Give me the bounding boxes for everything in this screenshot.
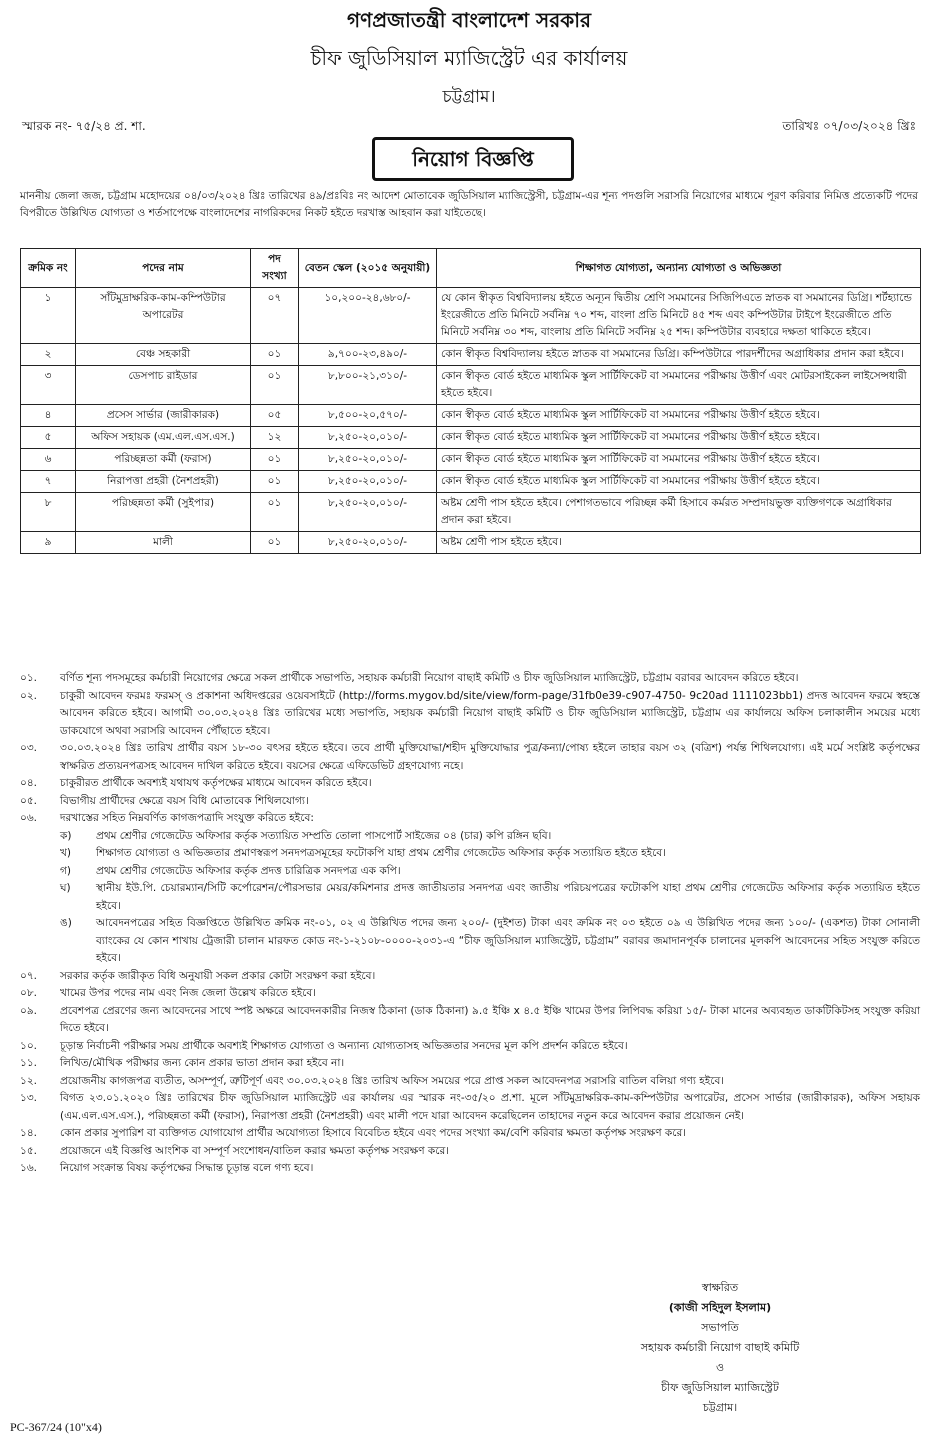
cell-post: নিরাপত্তা প্রহরী (নৈশপ্রহরী)	[76, 471, 251, 493]
office-title: চীফ জুডিসিয়াল ম্যাজিস্ট্রেট এর কার্যালয়	[310, 46, 628, 70]
sub-item	[60, 915, 920, 968]
item-text: চাকুরীরত প্রার্থীকে অবশ্যই যথাযথ কর্তৃপক্ষের মাধ্যমে আবেদন করিতে হইবে।	[60, 777, 372, 789]
signature-block	[570, 1278, 870, 1418]
table-row	[21, 449, 921, 471]
cell-post: ডেসপাচ রাইডার	[76, 366, 251, 405]
cell-scale: ৮,২৫০-২০,০১০/-	[299, 532, 437, 554]
cell-count: ০১	[251, 344, 299, 366]
cell-count: ০১	[251, 449, 299, 471]
cell-qualification: অষ্টম শ্রেণী পাস হইতে হইবে।	[437, 532, 921, 554]
item-number: ১১.	[20, 1057, 37, 1069]
item-text: নিয়োগ সংক্রান্ত বিষয় কর্তৃপক্ষের সিদ্ধান্ত চূড়ান্ত বলে গণ্য হবে।	[60, 1162, 314, 1174]
signatory-and: ও	[715, 1361, 725, 1374]
table-row	[21, 366, 921, 405]
cell-post: প্রসেস সার্ভার (জারীকারক)	[76, 405, 251, 427]
signatory-name: (কাজী সহিদুল ইসলাম)	[668, 1301, 772, 1314]
cell-scale: ১০,২০০-২৪,৬৮০/-	[299, 288, 437, 344]
table-row	[21, 288, 921, 344]
item-text: বিগত ২৩.০১.২০২০ খ্রিঃ তারিখের চীফ জুডিসিয়াল ম্যাজিস্ট্রেট এর কার্যালয় এর স্মারক নং-৩৫/২০ প্র.শা. মূলে সাঁটমুদ্রাক্ষরিক-কাম-কম্পিউটার অপারেটর, প্রসেস সার্ভার (জারীকারক), অফিস সহায়ক (এম.এল.এস.এস.), পরিচ্ছন্নতা কর্মী (ফরাস), নিরাপত্তা প্রহরী (নৈশপ্রহরী) এবং মালী পদে যারা আবেদন করেছিলেন তাহাদের নতুন করে আবেদন করার প্রয়োজন নেই।	[60, 1092, 920, 1122]
memo-number: স্মারক নং- ৭৫/২৪ প্র. শা.	[22, 119, 146, 133]
cell-count: ০১	[251, 366, 299, 405]
notice-date: তারিখঃ ০৭/০৩/২০২৪ খ্রিঃ	[782, 119, 916, 133]
item-number: ০১.	[20, 672, 37, 684]
item-text: চূড়ান্ত নির্বাচনী পরীক্ষার সময় প্রার্থীকে অবশ্যই শিক্ষাগত যোগ্যতা ও অন্যান্য যোগ্যতাসহ অভিজ্ঞতার সনদের মূল কপি প্রদর্শন করিতে হইবে।	[60, 1039, 628, 1052]
sub-item-number: ঙ)	[60, 917, 72, 929]
list-item	[20, 1090, 920, 1125]
item-number: ১৫.	[20, 1144, 37, 1157]
cell-serial: ৫	[21, 427, 76, 449]
sub-item-number: ঘ)	[60, 882, 71, 894]
cell-count: ০৭	[251, 288, 299, 344]
item-text: দরখাস্তের সহিত নিম্নবর্ণিত কাগজপত্রাদি সংযুক্ত করিতে হইবে:	[60, 812, 314, 824]
item-number: ১৬.	[20, 1162, 37, 1174]
cell-scale: ৯,৭০০-২৩,৪৯০/-	[299, 344, 437, 366]
list-item	[20, 740, 920, 775]
item-text: বিভাগীয় প্রার্থীদের ক্ষেত্রে বয়স বিধি মোতাবেক শিথিলযোগ্য।	[60, 794, 309, 807]
signatory-role: সভাপতি	[701, 1321, 739, 1334]
list-item	[20, 670, 920, 688]
government-title: গণপ্রজাতন্ত্রী বাংলাদেশ সরকার	[347, 8, 591, 32]
cell-qualification: কোন স্বীকৃত বোর্ড হইতে মাধ্যমিক স্কুল সার্টিফিকেট বা সমমানের পরীক্ষায় উত্তীর্ণ হইতে হইবে।	[437, 471, 921, 493]
sub-item-number: ক)	[60, 829, 72, 842]
item-number: ০৭.	[20, 969, 37, 982]
cell-qualification: কোন স্বীকৃত বোর্ড হইতে মাধ্যমিক স্কুল সার্টিফিকেট বা সমমানের পরীক্ষায় উত্তীর্ণ হইতে হইবে।	[437, 405, 921, 427]
table-row	[21, 471, 921, 493]
item-number: ০৯.	[20, 1004, 37, 1017]
item-text: বর্ণিত শূন্য পদসমূহের কর্মচারী নিয়োগের ক্ষেত্রে সকল প্রার্থীকে সভাপতি, সহায়ক কর্মচারী নিয়োগ বাছাই কমিটি ও চীফ জুডিসিয়াল ম্যাজিস্ট্রেট, চট্টগ্রাম বরাবর আবেদন করিতে হইবে।	[60, 672, 799, 684]
item-text: খামের উপর পদের নাম এবং নিজ জেলা উল্লেখ করিতে হইবে।	[60, 987, 316, 999]
item-number: ১০.	[20, 1039, 37, 1052]
header-serial: ক্রমিক নং	[21, 249, 76, 288]
cell-count: ০৫	[251, 405, 299, 427]
cell-post: পরিচ্ছন্নতা কর্মী (ফরাস)	[76, 449, 251, 471]
list-item	[20, 1055, 920, 1073]
header-qualification: শিক্ষাগত যোগ্যতা, অন্যান্য যোগ্যতা ও অভিজ্ঞতা	[437, 249, 921, 288]
list-item	[20, 985, 920, 1003]
notice-title: নিয়োগ বিজ্ঞপ্তি	[372, 137, 574, 181]
sub-item-number: গ)	[60, 864, 71, 877]
item-number: ০৫.	[20, 794, 37, 807]
list-item	[20, 1038, 920, 1056]
item-text: ৩০.০৩.২০২৪ খ্রিঃ তারিখ প্রার্থীর বয়স ১৮-৩০ বৎসর হইতে হইবে। তবে প্রার্থী মুক্তিযোদ্ধা/শহীদ মুক্তিযোদ্ধার পুত্র/কন্যা/পোষ্য হইলে তাহার বয়স ৩২ (বত্রিশ) পর্যন্ত শিথিলযোগ্য। এই মর্মে সংশ্লিষ্ট কর্তৃপক্ষের স্বাক্ষরিত প্রত্যয়নপত্রসহ আবেদন দাখিল করিতে হইবে। বয়সের ক্ষেত্রে এফিডেভিট গ্রহণযোগ্য নহে।	[60, 742, 920, 772]
item-number: ০৩.	[20, 742, 37, 754]
cell-scale: ৮,২৫০-২০,০১০/-	[299, 449, 437, 471]
item-text: প্রবেশপত্র প্রেরণের জন্য আবেদনের সাথে স্পষ্ট অক্ষরে আবেদনকারীর নিজস্ব ঠিকানা (ডাক ঠিকানা) ৯.৫ ইঞ্চি x ৪.৫ ইঞ্চি খামের উপর লিপিবদ্ধ করিয়া ১৫/- টাকা মানের অব্যবহৃত ডাকটিকিটসহ সংযুক্ত করিয়া দিতে হইবে।	[60, 1004, 920, 1034]
list-item	[20, 1143, 920, 1161]
list-item	[20, 1125, 920, 1143]
office-location: চট্টগ্রাম।	[442, 87, 496, 107]
cell-qualification: যে কোন স্বীকৃত বিশ্ববিদ্যালয় হইতে অন্যূন দ্বিতীয় শ্রেণি সমমানের সিজিপিএতে স্নাতক বা সমমানের ডিগ্রি। শর্টহ্যান্ডে ইংরেজীতে প্রতি মিনিটে সর্বনিম্ন ৭০ শব্দ, বাংলা প্রতি মিনিটে ৪৫ শব্দ এবং কম্পিউটার টাইপে ইংরেজীতে প্রতি মিনিটে সর্বনিম্ন ৩০ শব্দ, বাংলায় প্রতি মিনিটে সর্বনিম্ন ২৫ শব্দ। কম্পিউটার ব্যবহারে দক্ষতা থাকিতে হইবে।	[437, 288, 921, 344]
cell-serial: ৮	[21, 493, 76, 532]
list-item	[20, 775, 920, 793]
item-number: ০২.	[20, 689, 37, 702]
cell-qualification: কোন স্বীকৃত বোর্ড হইতে মাধ্যমিক স্কুল সার্টিফিকেট বা সমমানের পরীক্ষায় উত্তীর্ণ এবং মোটরসাইকেল লাইসেন্সধারী হইতে হইবে।	[437, 366, 921, 405]
sub-item	[60, 863, 920, 881]
cell-post: সাঁটমুদ্রাক্ষরিক-কাম-কম্পিউটার অপারেটর	[76, 288, 251, 344]
item-text: চাকুরী আবেদন ফরমঃ ফরমস্ ও প্রকাশনা অধিদপ্তরের ওয়েবসাইটে (http://forms.mygov.bd/site/view/form-page/31fb0e39-c907-4750- 9c20ad 1111023bb1) প্রদত্ত আবেদন ফরমে স্বহস্তে আবেদন করিতে হইবে। আগামী ৩০.০৩.২০২৪ খ্রিঃ তারিখের মধ্যে সভাপতি, সহায়ক কর্মচারী নিয়োগ বাছাই কমিটি ও চীফ জুডিসিয়াল ম্যাজিস্ট্রেট, চট্টগ্রাম এর কার্যালয়ে অফিস চলাকালীন সময়ের মধ্যে ডাকযোগে অথবা সরাসরি আবেদন পৌঁছাতে হইবে।	[60, 689, 920, 737]
cell-serial: ৪	[21, 405, 76, 427]
cell-post: পরিচ্ছন্নতা কর্মী (সুইপার)	[76, 493, 251, 532]
header-post: পদের নাম	[76, 249, 251, 288]
table-header-row	[21, 249, 921, 288]
cell-serial: ৭	[21, 471, 76, 493]
list-item	[20, 968, 920, 986]
cell-serial: ২	[21, 344, 76, 366]
signed-label: স্বাক্ষরিত	[701, 1281, 739, 1294]
cell-scale: ৮,৫০০-২০,৫৭০/-	[299, 405, 437, 427]
table-row	[21, 493, 921, 532]
cell-serial: ৩	[21, 366, 76, 405]
item-number: ০৬.	[20, 812, 37, 824]
header-scale: বেতন স্কেল (২০১৫ অনুযায়ী)	[299, 249, 437, 288]
cell-qualification: কোন স্বীকৃত বিশ্ববিদ্যালয় হইতে স্নাতক বা সমমানের ডিগ্রি। কম্পিউটারে পারদর্শীদের অগ্রাধিকার প্রদান করা হইবে।	[437, 344, 921, 366]
item-text: কোন প্রকার সুপারিশ বা ব্যক্তিগত যোগাযোগ প্রার্থীর অযোগ্যতা হিসাবে বিবেচিত হইবে এবং পদের সংখ্যা কম/বেশি করিবার ক্ষমতা কর্তৃপক্ষ সংরক্ষণ করে।	[60, 1127, 686, 1139]
item-number: ০৪.	[20, 777, 37, 789]
cell-post: মালী	[76, 532, 251, 554]
print-code: PC-367/24 (10"x4)	[10, 1420, 102, 1434]
item-text: প্রয়োজনে এই বিজ্ঞপ্তি আংশিক বা সম্পূর্ণ সংশোধন/বাতিল করার ক্ষমতা কর্তৃপক্ষ সংরক্ষণ করে।	[60, 1144, 449, 1157]
list-item	[20, 688, 920, 741]
cell-scale: ৮,৮০০-২১,৩১০/-	[299, 366, 437, 405]
cell-scale: ৮,২৫০-২০,০১০/-	[299, 471, 437, 493]
item-number: ১৩.	[20, 1092, 37, 1104]
table-row	[21, 344, 921, 366]
vacancy-table	[20, 248, 921, 554]
sub-item-text: প্রথম শ্রেণীর গেজেটেড অফিসার কর্তৃক প্রদত্ত চারিত্রিক সনদপত্র এক কপি।	[96, 864, 401, 877]
item-text: সরকার কর্তৃক জারীকৃত বিধি অনুযায়ী সকল প্রকার কোটা সংরক্ষণ করা হইবে।	[60, 969, 376, 982]
cell-serial: ১	[21, 288, 76, 344]
sub-item-text: স্থানীয় ইউ.পি. চেয়ারম্যান/সিটি কর্পোরেশন/পৌরসভার মেয়র/কমিশনার প্রদত্ত জাতীয়তার সনদপত্র এবং জাতীয় পরিচয়পত্রের ফটোকপি যাহা প্রথম শ্রেণীর গেজেটেড অফিসার কর্তৃক সত্যায়িত হইতে হইবে।	[96, 882, 920, 912]
signatory-title: চীফ জুডিসিয়াল ম্যাজিস্ট্রেট	[661, 1381, 779, 1394]
intro-paragraph: মাননীয় জেলা জজ, চট্টগ্রাম মহোদয়ের ০৪/০৩/২০২৪ খ্রিঃ তারিখের ৪৯/প্রঃবিঃ নং আদেশ মোতাবেক জুডিসিয়াল ম্যাজিস্ট্রেসী, চট্টগ্রাম-এর শূন্য পদগুলি সরাসরি নিয়োগের মাধ্যমে পূরণ করিবার নিমিত্ত প্রত্যেকটি পদের বিপরীতে উল্লিখিত যোগ্যতা ও শর্তসাপেক্ষে বাংলাদেশের নাগরিকদের নিকট হইতে দরখাস্ত আহবান করা যাইতেছে।	[20, 190, 918, 219]
item-number: ০৮.	[20, 987, 37, 999]
item-number: ১৪.	[20, 1127, 37, 1139]
list-item	[20, 1003, 920, 1038]
cell-count: ০১	[251, 493, 299, 532]
list-item	[20, 1073, 920, 1091]
sub-item	[60, 845, 920, 863]
item-text: লিখিত/মৌখিক পরীক্ষার জন্য কোন প্রকার ভাতা প্রদান করা হইবে না।	[60, 1057, 345, 1069]
cell-qualification: অষ্টম শ্রেণী পাস হইতে হইবে। পেশাগতভাবে পরিচ্ছন্ন কর্মী হিসাবে কর্মরত সম্প্রদায়ভুক্ত ব্যক্তিগণকে অগ্রাধিকার প্রদান করা হইবে।	[437, 493, 921, 532]
cell-scale: ৮,২৫০-২০,০১০/-	[299, 427, 437, 449]
table-row	[21, 405, 921, 427]
sub-item	[60, 828, 920, 846]
terms-list	[20, 670, 920, 1178]
cell-scale: ৮,২৫০-২০,০১০/-	[299, 493, 437, 532]
cell-qualification: কোন স্বীকৃত বোর্ড হইতে মাধ্যমিক স্কুল সার্টিফিকেট বা সমমানের পরীক্ষায় উত্তীর্ণ হইতে হইবে।	[437, 449, 921, 471]
sub-item-number: খ)	[60, 847, 71, 859]
sub-item-text: প্রথম শ্রেণীর গেজেটেড অফিসার কর্তৃক সত্যায়িত সম্প্রতি তোলা পাসপোর্ট সাইজের ০৪ (চার) কপি রঙ্গিন ছবি।	[96, 829, 552, 842]
cell-post: বেঞ্চ সহকারী	[76, 344, 251, 366]
cell-count: ০১	[251, 532, 299, 554]
list-item	[20, 793, 920, 811]
cell-serial: ৯	[21, 532, 76, 554]
cell-count: ১২	[251, 427, 299, 449]
sub-item-text: শিক্ষাগত যোগ্যতা ও অভিজ্ঞতার প্রমাণস্বরূপ সনদপত্রসমূহের ফটোকপি যাহা প্রথম শ্রেণীর গেজেটেড অফিসার কর্তৃক সত্যায়িত হইতে হইবে।	[96, 847, 666, 859]
sub-item	[60, 880, 920, 915]
signatory-committee: সহায়ক কর্মচারী নিয়োগ বাছাই কমিটি	[640, 1341, 800, 1354]
item-text: প্রয়োজনীয় কাগজপত্র ব্যতীত, অসম্পূর্ণ, ত্রুটিপূর্ণ এবং ৩০.০৩.২০২৪ খ্রিঃ তারিখ অফিস সময়ের পরে প্রাপ্ত সকল আবেদনপত্র সরাসরি বাতিল বলিয়া গণ্য হইবে।	[60, 1074, 725, 1087]
list-item	[20, 810, 920, 828]
cell-count: ০১	[251, 471, 299, 493]
table-row	[21, 532, 921, 554]
item-number: ১২.	[20, 1074, 37, 1087]
cell-qualification: কোন স্বীকৃত বোর্ড হইতে মাধ্যমিক স্কুল সার্টিফিকেট বা সমমানের পরীক্ষায় উত্তীর্ণ হইতে হইবে।	[437, 427, 921, 449]
cell-post: অফিস সহায়ক (এম.এল.এস.এস.)	[76, 427, 251, 449]
table-row	[21, 427, 921, 449]
list-item	[20, 1160, 920, 1178]
sub-item-text: আবেদনপত্রের সহিত বিজ্ঞপ্তিতে উল্লিখিত ক্রমিক নং-০১, ০২ এ উল্লিখিত পদের জন্য ২০০/- (দুইশত) টাকা এবং ক্রমিক নং ০৩ হইতে ০৯ এ উল্লিখিত পদের জন্য ১০০/- (একশত) টাকা সোনালী ব্যাংকের যে কোন শাখায় ট্রেজারী চালান মারফত কোড নং-১-২১০৮-০০০০-২০৩১-এ “চীফ জুডিসিয়াল ম্যাজিস্ট্রেট, চট্টগ্রাম” বরাবর জমাদানপূর্বক চালানের মূলকপি আবেদনের সহিত সংযুক্ত করিতে হইবে।	[96, 917, 920, 964]
header-count: পদ সংখ্যা	[251, 249, 299, 288]
signatory-place: চট্টগ্রাম।	[702, 1401, 738, 1414]
cell-serial: ৬	[21, 449, 76, 471]
